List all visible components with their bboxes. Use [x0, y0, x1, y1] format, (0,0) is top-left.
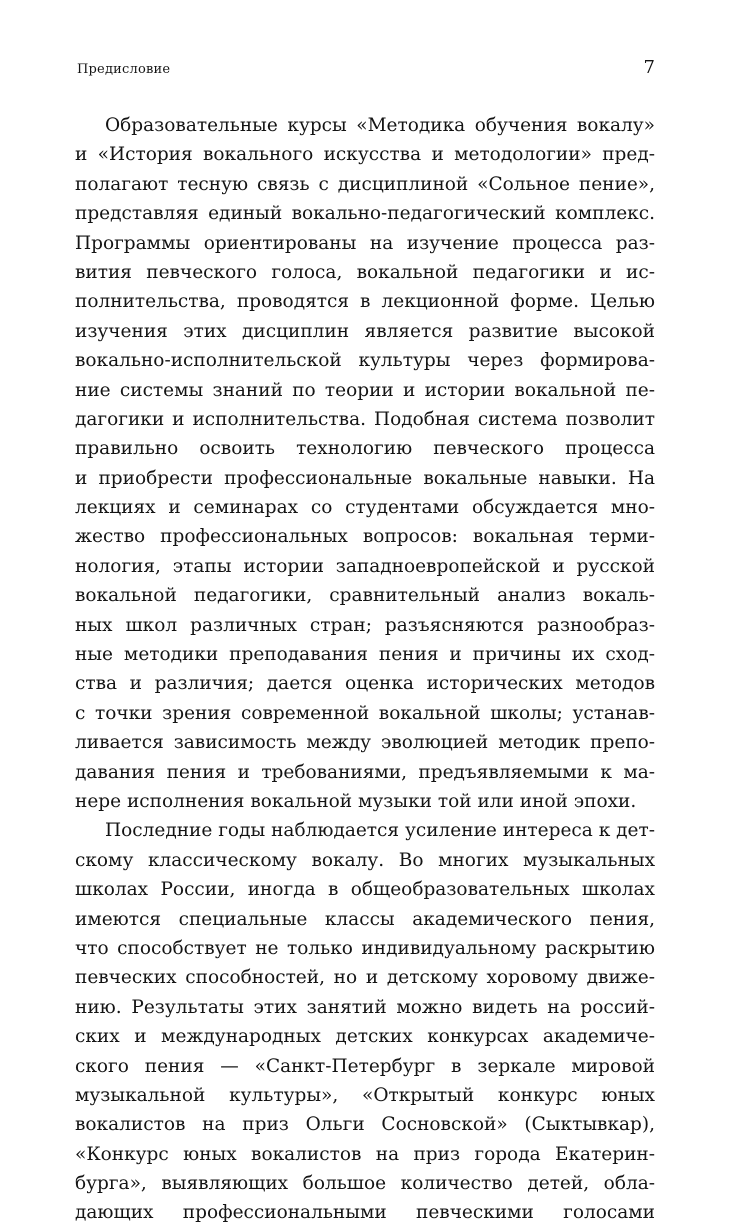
text-line: и приобрести профессиональные вокальные навыки. На — [75, 467, 655, 489]
paragraph-1 — [75, 111, 655, 816]
text-line: вития певческого голоса, вокальной педагогики и ис- — [75, 261, 655, 283]
text-line: изучения этих дисциплин является развитие высокой — [75, 320, 655, 342]
text-line: лекциях и семинарах со студентами обсуждается мно- — [75, 497, 655, 519]
text-line: нология, этапы истории западноевропейской и русской — [75, 555, 655, 577]
page-number: 7 — [643, 57, 655, 78]
text-line: вокальной педагогики, сравнительный анализ вокаль- — [75, 585, 655, 607]
text-line: ского пения — «Санкт-Петербург в зеркале мировой — [75, 1055, 655, 1077]
text-line: нере исполнения вокальной музыки той или иной эпохи. — [75, 790, 637, 812]
text-line: представляя единый вокально-педагогический комплекс. — [75, 203, 655, 225]
text-line: вокально-исполнительской культуры через формирова- — [75, 350, 655, 372]
text-line: певческих способностей, но и детскому хоровому движе- — [75, 967, 655, 989]
text-line: давания пения и требованиями, предъявляемыми к ма- — [75, 761, 655, 783]
text-line: ных школ различных стран; разъясняются разнообраз- — [75, 614, 655, 636]
text-line: скому классическому вокалу. Во многих музыкальных — [75, 849, 655, 871]
running-header: Предисловие — [77, 62, 171, 77]
text-line: школах России, иногда в общеобразовательных школах — [75, 879, 655, 901]
text-line: Последние годы наблюдается усиление интереса к дет- — [105, 820, 655, 842]
text-line: ние системы знаний по теории и истории вокальной пе- — [75, 379, 655, 401]
text-line: и «История вокального искусства и методологии» пред- — [75, 144, 655, 166]
text-line: дагогики и исполнительства. Подобная система позволит — [75, 408, 655, 430]
text-line: имеются специальные классы академического пения, — [75, 908, 655, 930]
text-line: жество профессиональных вопросов: вокальная терми- — [75, 526, 655, 548]
text-line: нию. Результаты этих занятий можно видеть на россий- — [75, 996, 655, 1018]
text-line: вокалистов на приз Ольги Сосновской» (Сыктывкар), — [75, 1114, 655, 1136]
text-line: ные методики преподавания пения и причины их сход- — [75, 644, 655, 666]
text-line: Программы ориентированы на изучение процесса раз- — [75, 232, 655, 254]
text-line: Образовательные курсы «Методика обучения вокалу» — [105, 115, 655, 136]
text-line: ства и различия; дается оценка исторических методов — [75, 673, 655, 695]
text-line: ливается зависимость между эволюцией методик препо- — [75, 732, 655, 754]
text-line: дающих профессиональными певческими голосами — [75, 1202, 655, 1224]
body-text — [75, 111, 655, 1228]
text-line: с точки зрения современной вокальной школы; устанав- — [75, 702, 655, 724]
text-line: правильно освоить технологию певческого процесса — [75, 438, 655, 460]
text-line: бурга», выявляющих большое количество детей, обла- — [75, 1173, 655, 1195]
text-line: музыкальной культуры», «Открытый конкурс юных — [75, 1084, 655, 1106]
paragraph-2 — [75, 816, 655, 1227]
text-line: что способствует не только индивидуальному раскрытию — [75, 937, 655, 959]
text-line: полагают тесную связь с дисциплиной «Сольное пение», — [75, 173, 655, 195]
text-line: полнительства, проводятся в лекционной форме. Целью — [75, 291, 655, 313]
text-line: «Конкурс юных вокалистов на приз города Екатерин- — [75, 1143, 655, 1165]
text-line: ских и международных детских конкурсах академиче- — [75, 1026, 655, 1048]
